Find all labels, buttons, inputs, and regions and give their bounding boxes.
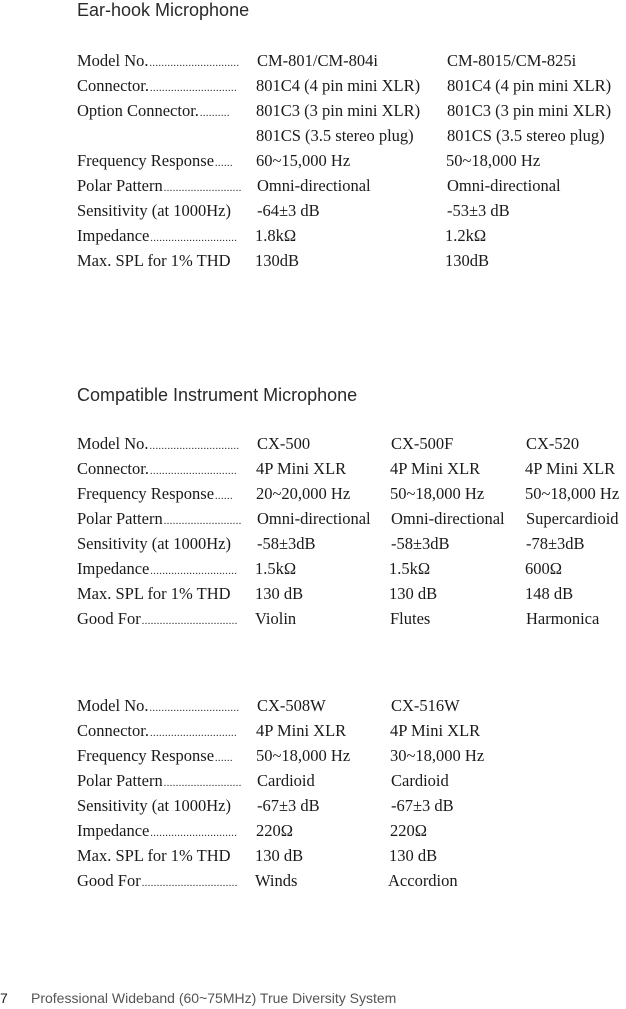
spec-value: Accordion <box>388 871 458 890</box>
spec-value: -58±3dB <box>391 534 450 553</box>
spec-label: Model No............................... <box>77 434 240 453</box>
spec-value: 4P Mini XLR <box>525 459 616 478</box>
spec-value: Omni-directional <box>257 176 371 195</box>
spec-value: CX-508W <box>257 696 326 715</box>
spec-value: 50~18,000 Hz <box>256 746 351 765</box>
spec-value: 220Ω <box>390 821 428 840</box>
spec-value: -64±3 dB <box>257 201 320 220</box>
spec-value: -67±3 dB <box>257 796 320 815</box>
ear-hook-heading: Ear-hook Microphone <box>77 0 250 20</box>
spec-value: Cardioid <box>257 771 315 790</box>
spec-label: Polar Pattern.......................... <box>77 509 242 528</box>
spec-label: Connector.............................. <box>77 721 237 740</box>
spec-value: 148 dB <box>525 584 574 603</box>
spec-value: -58±3dB <box>257 534 316 553</box>
spec-value: Cardioid <box>391 771 449 790</box>
spec-label <box>77 123 78 148</box>
footer-title: Professional Wideband (60~75MHz) True Diversity System <box>31 990 397 1006</box>
spec-value: 50~18,000 Hz <box>390 484 485 503</box>
spec-value: CM-8015/CM-825i <box>447 51 577 70</box>
spec-value: -53±3 dB <box>447 201 510 220</box>
spec-value: Flutes <box>390 609 431 628</box>
spec-label: Max. SPL for 1% THD <box>77 251 231 270</box>
spec-value: -78±3dB <box>526 534 585 553</box>
spec-value: 30~18,000 Hz <box>390 746 485 765</box>
spec-value: 130 dB <box>389 846 438 865</box>
spec-label: Good For................................ <box>77 609 238 628</box>
spec-label: Connector.............................. <box>77 76 237 95</box>
spec-value: Violin <box>255 609 297 628</box>
spec-value: Omni-directional <box>447 176 561 195</box>
spec-label: Sensitivity (at 1000Hz) <box>77 534 231 553</box>
spec-label: Impedance............................. <box>77 559 238 578</box>
spec-value: Harmonica <box>526 609 600 628</box>
spec-value: Supercardioid <box>526 509 619 528</box>
spec-label: Frequency Response...... <box>77 151 234 170</box>
spec-value: 50~18,000 Hz <box>446 151 541 170</box>
spec-value: 801C4 (4 pin mini XLR) <box>447 76 612 95</box>
spec-value: -67±3 dB <box>391 796 454 815</box>
spec-value: 50~18,000 Hz <box>525 484 620 503</box>
spec-value: 130 dB <box>255 846 304 865</box>
spec-value: 4P Mini XLR <box>256 459 347 478</box>
spec-value: 130dB <box>445 251 490 270</box>
spec-value: CM-801/CM-804i <box>257 51 379 70</box>
spec-value: 220Ω <box>256 821 294 840</box>
spec-value: 130 dB <box>389 584 438 603</box>
spec-value: 801C3 (3 pin mini XLR) <box>256 101 421 120</box>
spec-label: Model No............................... <box>77 51 240 70</box>
spec-value: 20~20,000 Hz <box>256 484 351 503</box>
spec-value: 60~15,000 Hz <box>256 151 351 170</box>
spec-label: Connector.............................. <box>77 459 237 478</box>
spec-label: Frequency Response...... <box>77 746 234 765</box>
spec-value: 1.2kΩ <box>445 226 487 245</box>
spec-value: CX-516W <box>391 696 460 715</box>
spec-label: Good For................................ <box>77 871 238 890</box>
spec-label: Option Connector........... <box>77 101 230 120</box>
spec-label: Impedance............................. <box>77 226 238 245</box>
spec-label: Sensitivity (at 1000Hz) <box>77 201 231 220</box>
spec-label: Polar Pattern.......................... <box>77 771 242 790</box>
spec-value: 4P Mini XLR <box>390 459 481 478</box>
spec-value: CX-520 <box>526 434 580 453</box>
spec-value: Winds <box>255 871 298 890</box>
spec-value: 801CS (3.5 stereo plug) <box>447 126 605 145</box>
spec-value: 801C3 (3 pin mini XLR) <box>447 101 612 120</box>
spec-value: 4P Mini XLR <box>390 721 481 740</box>
spec-value: 1.5kΩ <box>389 559 431 578</box>
spec-value: 1.5kΩ <box>255 559 297 578</box>
spec-value: 600Ω <box>525 559 563 578</box>
spec-value: 130 dB <box>255 584 304 603</box>
spec-value: CX-500 <box>257 434 311 453</box>
spec-label: Impedance............................. <box>77 821 238 840</box>
spec-value: 130dB <box>255 251 300 270</box>
spec-value: Omni-directional <box>257 509 371 528</box>
instrument-mic-heading: Compatible Instrument Microphone <box>77 385 358 405</box>
page-number: 7 <box>0 990 8 1006</box>
spec-value: 1.8kΩ <box>255 226 297 245</box>
spec-value: 801C4 (4 pin mini XLR) <box>256 76 421 95</box>
spec-label: Frequency Response...... <box>77 484 234 503</box>
spec-value: Omni-directional <box>391 509 505 528</box>
spec-value: 4P Mini XLR <box>256 721 347 740</box>
spec-label: Polar Pattern.......................... <box>77 176 242 195</box>
spec-value: CX-500F <box>391 434 454 453</box>
spec-label: Sensitivity (at 1000Hz) <box>77 796 231 815</box>
spec-label: Model No............................... <box>77 696 240 715</box>
spec-value: 801CS (3.5 stereo plug) <box>256 126 414 145</box>
spec-label: Max. SPL for 1% THD <box>77 846 231 865</box>
spec-label: Max. SPL for 1% THD <box>77 584 231 603</box>
